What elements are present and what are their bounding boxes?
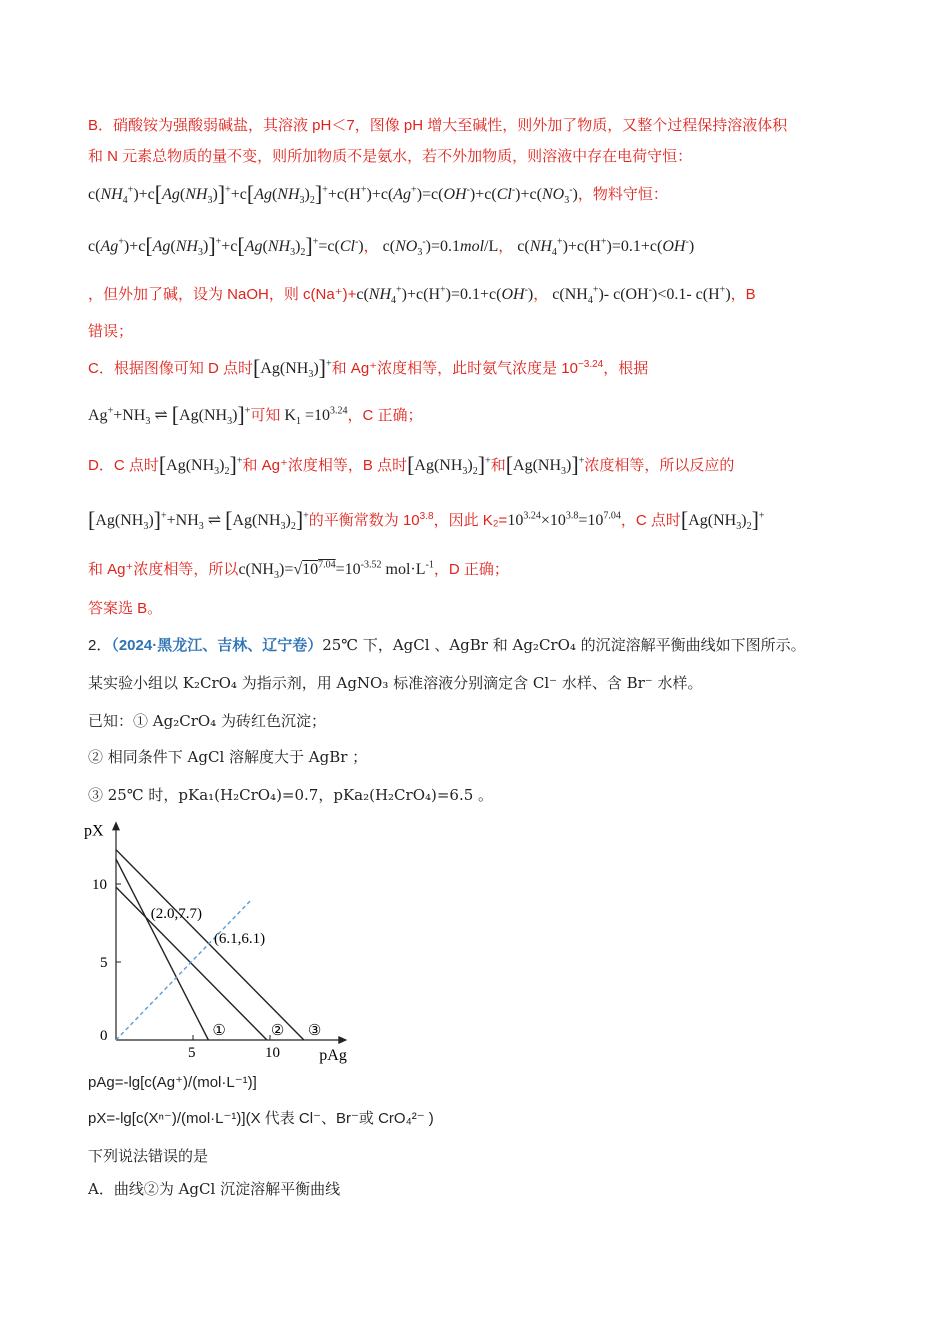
curve-3	[116, 850, 304, 1040]
option-d-l1-c: 浓度相等，所以反应的	[584, 457, 735, 474]
y-tick-label: 5	[100, 955, 108, 971]
curve-1	[116, 859, 208, 1040]
known-3: ③ 25℃ 时，pKa₁(H₂CrO₄)=0.7，pKa₂(H₂CrO₄)=6.5 。	[88, 786, 494, 804]
question-2-line2: 某实验小组以 K₂CrO₄ 为指示剂，用 AgNO₃ 标准溶液分别滴定含 Cl⁻ 水样、含 Br⁻ 水样。	[88, 674, 703, 692]
x-tick-label: 10	[265, 1045, 280, 1061]
material-balance-equation: $c(Ag^+)+c[Ag(NH_3)]^++c[Ag(NH_3)_2]^+=c(Cl^-)$， $c(NO_3^-)=0.1mol/L$， $c(NH_4^+)+c(H^+)=0.1+c(OH^-)$	[88, 233, 695, 259]
definition-px: pX=-lg[c(Xⁿ⁻)/(mol·L⁻¹)](X 代表 Cl⁻、Br⁻或 CrO₄²⁻ )	[88, 1110, 434, 1127]
option-b-line1: B．硝酸铵为强酸弱碱盐，其溶液 pH＜7，图像 pH 增大至碱性，则外加了物质，又整个过程保持溶液体积	[88, 117, 788, 134]
option-d-l1-b: 和	[490, 457, 506, 474]
option-d-l2-b: ，因此 K₂=	[433, 512, 508, 529]
option-d-l2-a: 的平衡常数为 10	[308, 512, 420, 529]
y-axis-arrow	[112, 821, 120, 830]
curve-label-2: ②	[270, 1023, 285, 1039]
option-c-l1-mid: 和 Ag⁺浓度相等，此时氨气浓度是 10	[331, 360, 578, 377]
option-b-line5: ，但外加了碱，设为 NaOH，则 $c(Na^+)+c(NH_4^+)+c(H^+)=0.1+c(OH^-)$， $c(NH_4^+)-$ c(OH-)<0.1- c(H+)，B	[88, 284, 756, 307]
option-c-l1-pre: C．根据图像可知 D 点时	[88, 360, 254, 377]
option-d-l2-exp: 3.8	[419, 511, 434, 522]
known-1: 已知：① Ag₂CrO₄ 为砖红色沉淀；	[88, 712, 326, 730]
option-b-line6: 错误；	[88, 323, 134, 340]
option-d-line2: $[Ag(NH_3)]^++NH_3$ ⇌ $[Ag(NH_3)_2]^+$的平衡常数为 $10^{3.8}$，因此 $K_2=10^{3.24}\times 10^{3.8}=10^{7.04}$，C 点时$[Ag(NH_3)_2]^+$	[88, 507, 765, 533]
option-d-line3: 和 Ag⁺浓度相等，所以$c(NH_3)=√10^{7.04}=10^{-3.52}$ $mol\cdot L^{-1}$，D 正确；	[88, 559, 509, 582]
option-b-line3-tail: ，物料守恒：	[577, 186, 668, 203]
solubility-equilibrium-chart	[80, 815, 370, 1070]
option-c-l1-post: ，根据	[603, 360, 649, 377]
question-prompt: 下列说法错误的是	[88, 1147, 209, 1165]
option-d-l3-a: 和 Ag⁺浓度相等，所以	[88, 561, 239, 578]
curve-label-3: ③	[307, 1023, 322, 1039]
x-axis-arrow	[338, 1036, 347, 1044]
option-d-l3-b: ，D 正确；	[433, 561, 509, 578]
question-2-text1: 25℃ 下，AgCl 、AgBr 和 Ag₂CrO₄ 的沉淀溶解平衡曲线如下图所示。	[322, 636, 806, 654]
question-2-line1	[88, 633, 806, 658]
question-number: 2．	[88, 637, 112, 654]
annotation-2: (6.1,6.1)	[213, 930, 266, 947]
option-b-line5-post: ，B	[730, 286, 756, 303]
option-d-l2-c: ，C 点时	[620, 512, 681, 529]
known-2: ② 相同条件下 AgCl 溶解度大于 AgBr ；	[88, 748, 368, 766]
answer-line: 答案选 B。	[88, 600, 163, 617]
y-tick-label: 10	[92, 877, 107, 893]
y-tick-label: 0	[100, 1028, 108, 1044]
option-b-line2: 和 N 元素总物质的量不变，则所加物质不是氨水，若不外加物质，则溶液中存在电荷守恒：	[88, 148, 693, 165]
option-a[interactable]: A．曲线②为 AgCl 沉淀溶解平衡曲线	[88, 1180, 341, 1198]
x-tick-label: 5	[188, 1045, 196, 1061]
option-c-line1: C．根据图像可知 D 点时$[Ag(NH_3)]^+$和 Ag⁺浓度相等，此时氨气浓度是 $10^{-3.24}$，根据	[88, 355, 649, 381]
charge-balance-equation: $c(NH_4^+)+c[Ag(NH_3)]^++c[Ag(NH_3)_2]^++c(H^+)+c(Ag^+)=c(OH^-)+c(Cl^-)+c(NO_3^-)$，物料守恒：	[88, 181, 668, 207]
annotation-1: (2.0,7.7)	[150, 905, 203, 922]
curve-label-1: ①	[212, 1023, 226, 1039]
option-c-l2-mid: 可知	[250, 407, 281, 424]
option-c-l2-post: ，C 正确；	[347, 407, 423, 424]
option-d-line1: D．C 点时$[Ag(NH_3)_2]^+$和 Ag⁺浓度相等，B 点时$[Ag(NH_3)_2]^+$和$[Ag(NH_3)]^+$浓度相等，所以反应的	[88, 452, 735, 478]
option-c-line2: $Ag^++NH_3$ ⇌ $[Ag(NH_3)]^+$可知 $K_1 =10^{3.24}$，C 正确；	[88, 402, 423, 428]
option-b-line5-pre: ，但外加了碱，设为 NaOH，则 c(Na⁺)+	[88, 286, 357, 303]
option-d-l1-a: 和 Ag⁺浓度相等，B 点时	[242, 457, 408, 474]
x-axis-label: pAg	[319, 1047, 347, 1064]
option-d-l1-pre: D．C 点时	[88, 457, 159, 474]
option-c-l1-exp: −3.24	[577, 359, 604, 370]
question-source: （2024·黑龙江、吉林、辽宁卷）	[111, 637, 323, 654]
definition-pag: pAg=-lg[c(Ag⁺)/(mol·L⁻¹)]	[88, 1074, 257, 1091]
y-axis-label: pX	[84, 822, 104, 840]
